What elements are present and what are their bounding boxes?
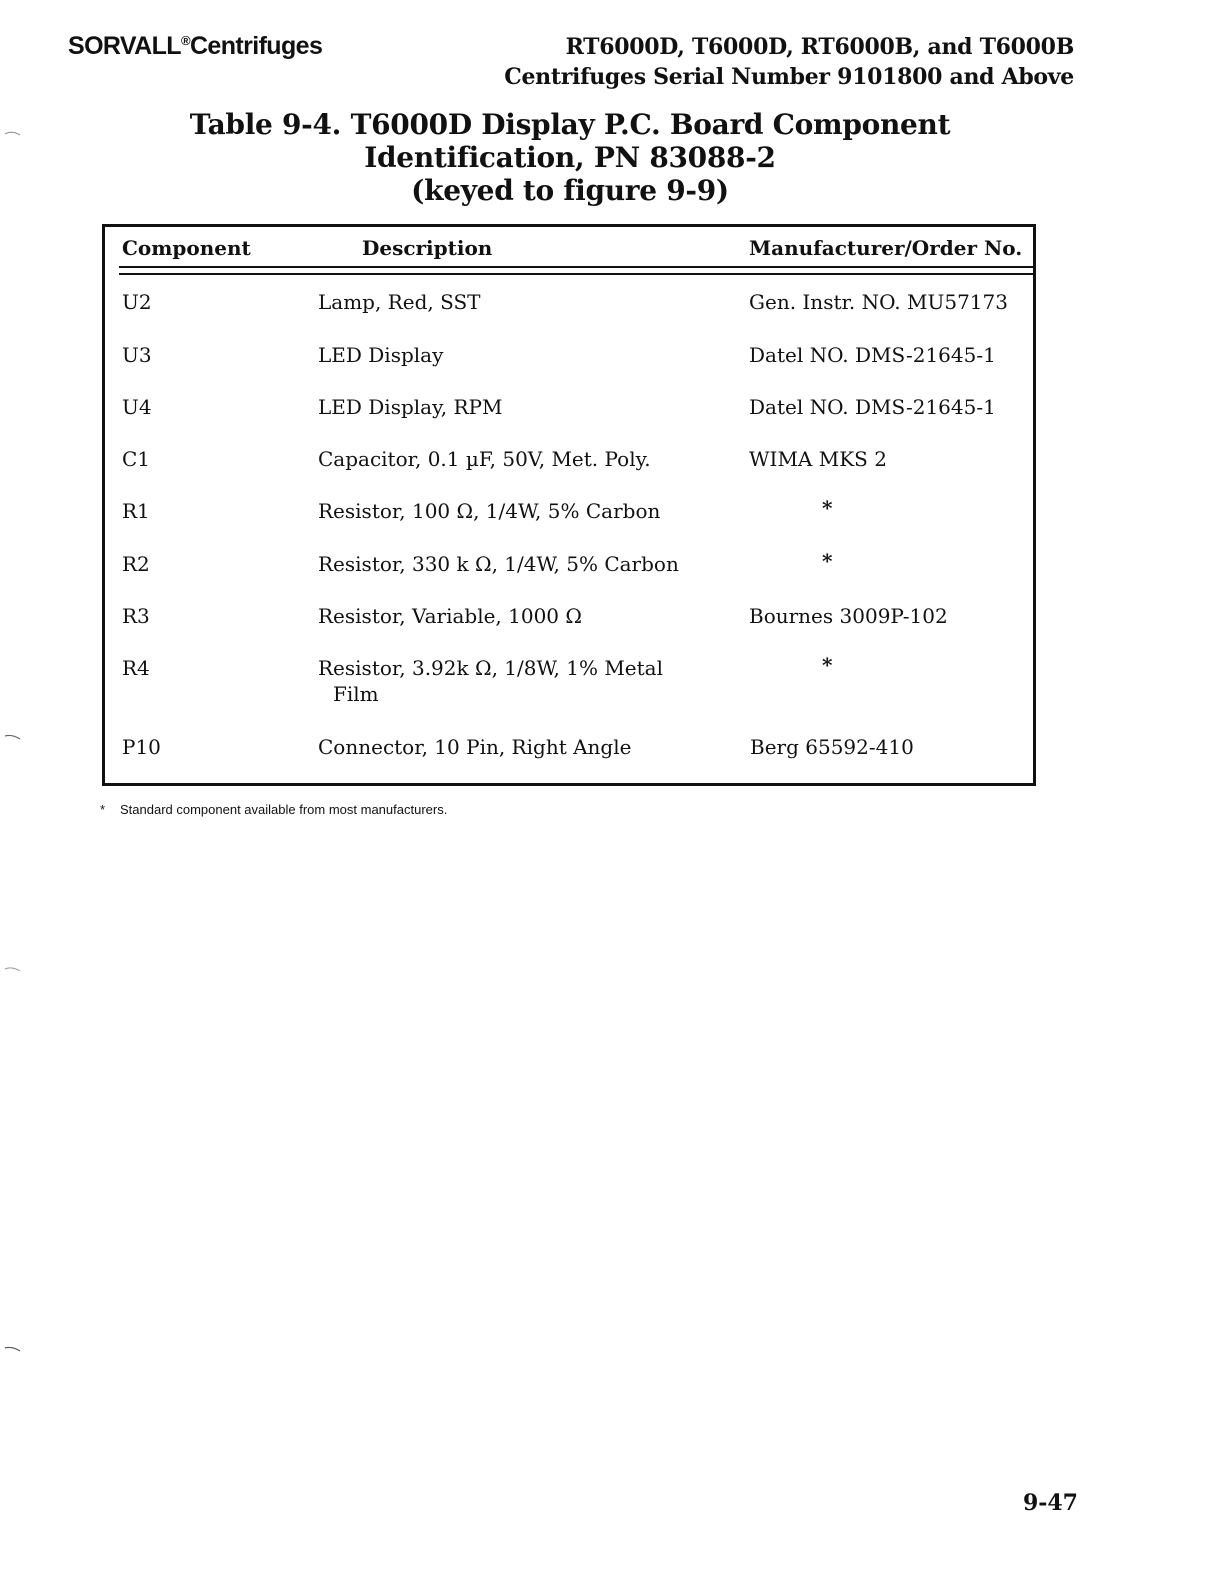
- footnote-text: Standard component available from most manufacturers.: [120, 802, 448, 817]
- table-cell-description: Resistor, 100 Ω, 1/4W, 5% Carbon: [318, 499, 661, 523]
- table-cell-description: Capacitor, 0.1 µF, 50V, Met. Poly.: [318, 447, 651, 471]
- standard-component-marker: *: [822, 549, 833, 573]
- table-cell-manufacturer: Gen. Instr. NO. MU57173: [749, 290, 1008, 314]
- table-cell-component: R3: [122, 604, 150, 628]
- description-line-1: Resistor, 3.92k Ω, 1/8W, 1% Metal: [318, 656, 663, 680]
- table-cell-component: P10: [122, 735, 161, 759]
- models-line-1: RT6000D, T6000D, RT6000B, and T6000B: [565, 34, 1074, 60]
- brand-name: SORVALL: [68, 32, 181, 60]
- table-cell-component: U3: [122, 343, 152, 367]
- table-cell-manufacturer: WIMA MKS 2: [749, 447, 887, 471]
- table-cell-component: U2: [122, 290, 152, 314]
- brand-suffix: Centrifuges: [189, 32, 323, 60]
- table-cell-manufacturer: Datel NO. DMS-21645-1: [749, 395, 996, 419]
- table-cell-component: U4: [122, 395, 152, 419]
- scan-artifact: [4, 1346, 22, 1352]
- table-cell-description: Resistor, 330 k Ω, 1/4W, 5% Carbon: [318, 552, 679, 576]
- table-cell-description: [318, 655, 663, 707]
- table-title-line-2: Identification, PN 83088-2: [364, 141, 776, 174]
- standard-component-marker: *: [822, 496, 833, 520]
- scan-artifact: [4, 966, 22, 972]
- description-line-2: Film: [333, 682, 379, 706]
- table-cell-description: LED Display, RPM: [318, 395, 503, 419]
- footnote: [100, 802, 447, 817]
- registered-mark: ®: [180, 33, 190, 48]
- scan-artifact: [4, 734, 22, 740]
- column-header-component: Component: [122, 236, 251, 260]
- table-cell-description: Lamp, Red, SST: [318, 290, 481, 314]
- table-cell-manufacturer: Bournes 3009P-102: [749, 604, 948, 628]
- table-cell-description: Resistor, Variable, 1000 Ω: [318, 604, 582, 628]
- page-number: 9-47: [1022, 1490, 1078, 1516]
- models-line-2: Centrifuges Serial Number 9101800 and Above: [504, 64, 1074, 90]
- header-rule-bottom: [119, 273, 1033, 275]
- column-header-description: Description: [362, 236, 493, 260]
- brand-header: [68, 32, 322, 61]
- scan-artifact: [4, 130, 22, 136]
- standard-component-marker: *: [822, 653, 833, 677]
- table-cell-component: C1: [122, 447, 151, 471]
- table-cell-manufacturer: Berg 65592-410: [750, 735, 914, 759]
- column-header-manufacturer: Manufacturer/Order No.: [749, 236, 1023, 260]
- table-cell-component: R2: [122, 552, 150, 576]
- header-rule-top: [119, 266, 1033, 268]
- table-cell-manufacturer: Datel NO. DMS-21645-1: [749, 343, 996, 367]
- table-title: [100, 108, 1040, 207]
- table-cell-description: Connector, 10 Pin, Right Angle: [318, 735, 632, 759]
- table-cell-description: LED Display: [318, 343, 444, 367]
- models-header: [504, 32, 1074, 92]
- table-cell-component: R1: [122, 499, 150, 523]
- table-cell-component: R4: [122, 656, 150, 680]
- footnote-mark: *: [100, 802, 106, 817]
- table-title-line-1: Table 9-4. T6000D Display P.C. Board Component: [189, 108, 951, 141]
- table-title-line-3: (keyed to figure 9-9): [411, 174, 729, 207]
